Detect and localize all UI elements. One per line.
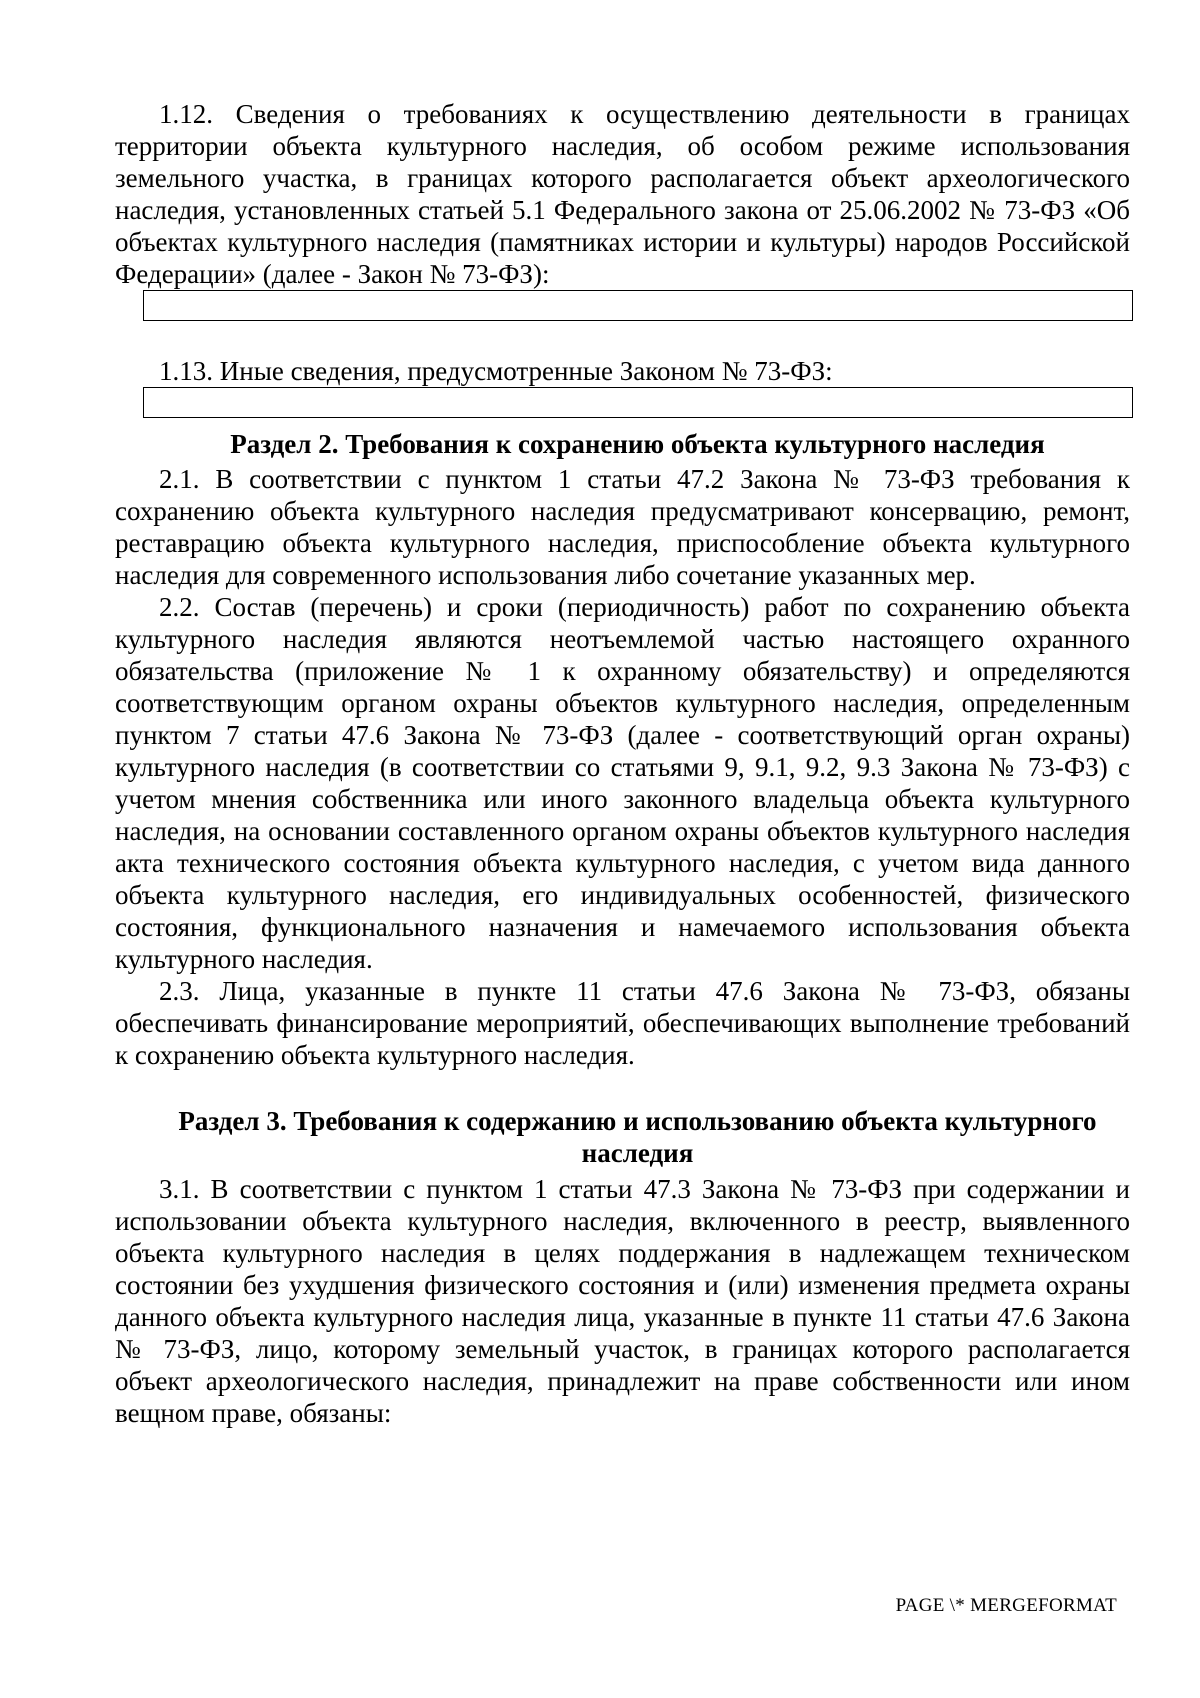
section-2-title: Раздел 2. Требования к сохранению объекта культурного наследия — [230, 429, 1045, 459]
page-footer: PAGE \* MERGEFORMAT — [895, 1595, 1117, 1616]
field-box-1-12[interactable] — [143, 290, 1133, 321]
field-box-1-13[interactable] — [143, 387, 1133, 418]
section-3-title-line-2: наследия — [581, 1138, 694, 1168]
paragraph-1-12: 1.12. Сведения о требованиях к осуществлению деятельности в границах территории объекта культурного наследия, об особом режиме использования земельного участка, в границах которого располагается объект археологического наследия, установленных статьей 5.1 Федерального закона от 25.06.2002 № 73-ФЗ «Об объектах культурного наследия (памятниках истории и культуры) народов Российской Федерации» (далее - Закон № 73-ФЗ): — [115, 99, 1130, 289]
paragraph-2-3: 2.3. Лица, указанные в пункте 11 статьи 47.6 Закона № 73-ФЗ, обязаны обеспечивать финансирование мероприятий, обеспечивающих выполнение требований к сохранению объекта культурного наследия. — [115, 976, 1130, 1070]
paragraph-2-2: 2.2. Состав (перечень) и сроки (периодичность) работ по сохранению объекта культурного наследия являются неотъемлемой частью настоящего охранного обязательства (приложение № 1 к охранному обязательству) и определяются соответствующим органом охраны объектов культурного наследия, определенным пунктом 7 статьи 47.6 Закона № 73-ФЗ (далее - соответствующий орган охраны) культурного наследия (в соответствии со статьями 9, 9.1, 9.2, 9.3 Закона № 73-ФЗ) с учетом мнения собственника или иного законного владельца объекта культурного наследия, на основании составленного органом охраны объектов культурного наследия акта технического состояния объекта культурного наследия, с учетом вида данного объекта культурного наследия, его индивидуальных особенностей, физического состояния, функционального назначения и намечаемого использования объекта культурного наследия. — [115, 592, 1130, 974]
paragraph-2-1: 2.1. В соответствии с пунктом 1 статьи 47.2 Закона № 73-ФЗ требования к сохранению объекта культурного наследия предусматривают консервацию, ремонт, реставрацию объекта культурного наследия, приспособление объекта культурного наследия для современного использования либо сочетание указанных мер. — [115, 464, 1130, 590]
section-3-title — [115, 1105, 1130, 1169]
paragraph-3-1: 3.1. В соответствии с пунктом 1 статьи 47.3 Закона № 73-ФЗ при содержании и использовании объекта культурного наследия, включенного в реестр, выявленного объекта культурного наследия в целях поддержания в надлежащем техническом состоянии без ухудшения физического состояния и (или) изменения предмета охраны данного объекта культурного наследия лица, указанные в пункте 11 статьи 47.6 Закона № 73-ФЗ, лицо, которому земельный участок, в границах которого располагается объект археологического наследия, принадлежит на праве собственности или ином вещном праве, обязаны: — [115, 1174, 1130, 1428]
paragraph-1-13: 1.13. Иные сведения, предусмотренные Законом № 73-ФЗ: — [159, 356, 833, 386]
section-3-title-line-1: Раздел 3. Требования к содержанию и использованию объекта культурного — [178, 1106, 1097, 1136]
document-body — [115, 98, 1130, 1429]
